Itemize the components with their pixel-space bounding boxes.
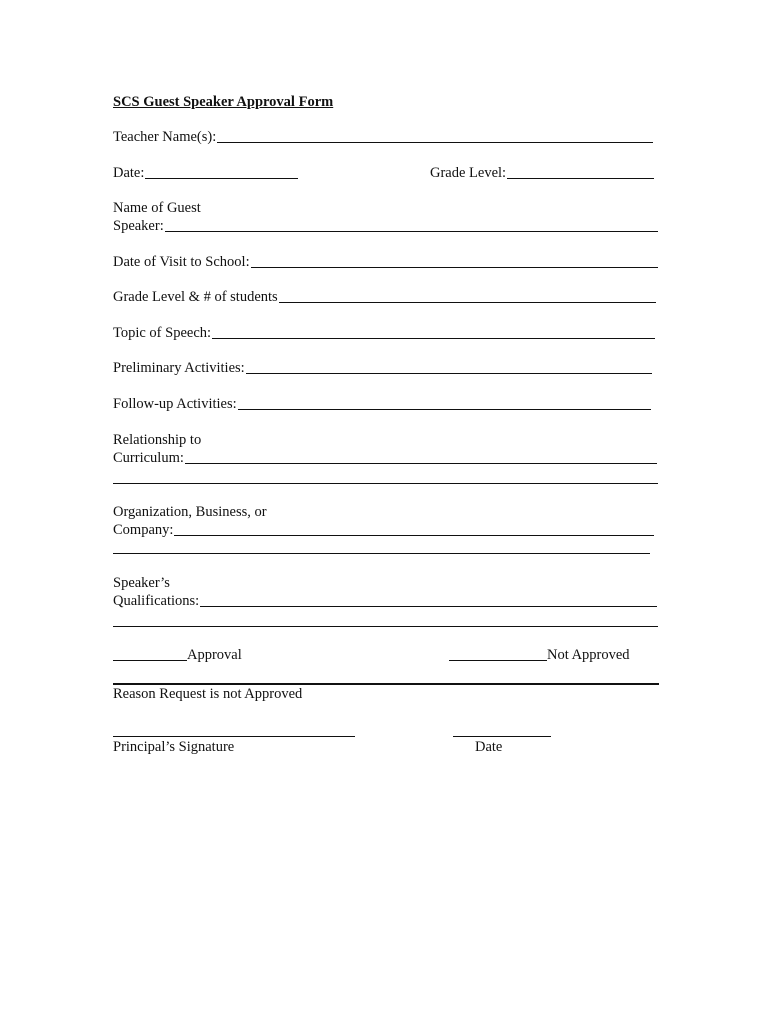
topic-label: Topic of Speech: xyxy=(113,325,212,341)
followup-row xyxy=(113,396,651,413)
organization-row xyxy=(113,522,654,539)
teacher-name-field[interactable] xyxy=(217,142,653,143)
guest-name-label-line2: Speaker: xyxy=(113,218,164,234)
organization-label-line2: Company: xyxy=(113,522,174,538)
signature-date-line[interactable] xyxy=(453,736,551,737)
organization-field[interactable] xyxy=(174,535,654,536)
followup-label: Follow-up Activities: xyxy=(113,396,237,412)
topic-field[interactable] xyxy=(212,338,655,339)
principal-signature-line[interactable] xyxy=(113,736,355,737)
not-approved-mark-line[interactable] xyxy=(449,660,547,661)
guest-name-row xyxy=(113,218,658,235)
visit-date-row xyxy=(113,254,658,271)
date-field[interactable] xyxy=(145,178,298,179)
relationship-extra-line[interactable] xyxy=(113,483,658,484)
qualifications-label-line2: Qualifications: xyxy=(113,593,200,609)
principal-signature-label: Principal’s Signature xyxy=(113,739,235,755)
topic-row xyxy=(113,325,655,342)
approval-mark-line[interactable] xyxy=(113,660,187,661)
preliminary-field[interactable] xyxy=(246,373,652,374)
preliminary-label: Preliminary Activities: xyxy=(113,360,245,376)
teacher-name-row xyxy=(113,129,653,146)
guest-name-label-line1: Name of Guest xyxy=(113,200,201,216)
grade-students-label: Grade Level & # of students xyxy=(113,289,278,305)
guest-name-field[interactable] xyxy=(165,231,658,232)
qualifications-field[interactable] xyxy=(200,606,657,607)
relationship-row xyxy=(113,450,657,467)
date-row xyxy=(113,165,298,182)
qualifications-row xyxy=(113,593,657,610)
grade-level-label: Grade Level: xyxy=(430,165,507,181)
preliminary-row xyxy=(113,360,652,377)
organization-extra-line[interactable] xyxy=(113,553,650,554)
relationship-label-line1: Relationship to xyxy=(113,432,202,448)
date-label: Date: xyxy=(113,165,145,181)
section-divider xyxy=(113,683,659,685)
relationship-label-line2: Curriculum: xyxy=(113,450,184,466)
approval-label: Approval xyxy=(187,647,242,663)
approval-row xyxy=(113,647,242,664)
qualifications-label-line1: Speaker’s xyxy=(113,575,170,591)
visit-date-label: Date of Visit to School: xyxy=(113,254,250,270)
grade-students-row xyxy=(113,289,656,306)
grade-level-row xyxy=(430,165,654,182)
grade-students-field[interactable] xyxy=(279,302,656,303)
followup-field[interactable] xyxy=(238,409,651,410)
reason-label: Reason Request is not Approved xyxy=(113,686,303,702)
grade-level-field[interactable] xyxy=(507,178,654,179)
qualifications-extra-line[interactable] xyxy=(113,626,658,627)
teacher-name-label: Teacher Name(s): xyxy=(113,129,217,145)
form-title: SCS Guest Speaker Approval Form xyxy=(113,94,334,110)
not-approved-label: Not Approved xyxy=(547,647,630,663)
not-approved-row xyxy=(449,647,630,664)
organization-label-line1: Organization, Business, or xyxy=(113,504,267,520)
signature-date-label: Date xyxy=(475,739,503,755)
relationship-field[interactable] xyxy=(185,463,657,464)
visit-date-field[interactable] xyxy=(251,267,658,268)
